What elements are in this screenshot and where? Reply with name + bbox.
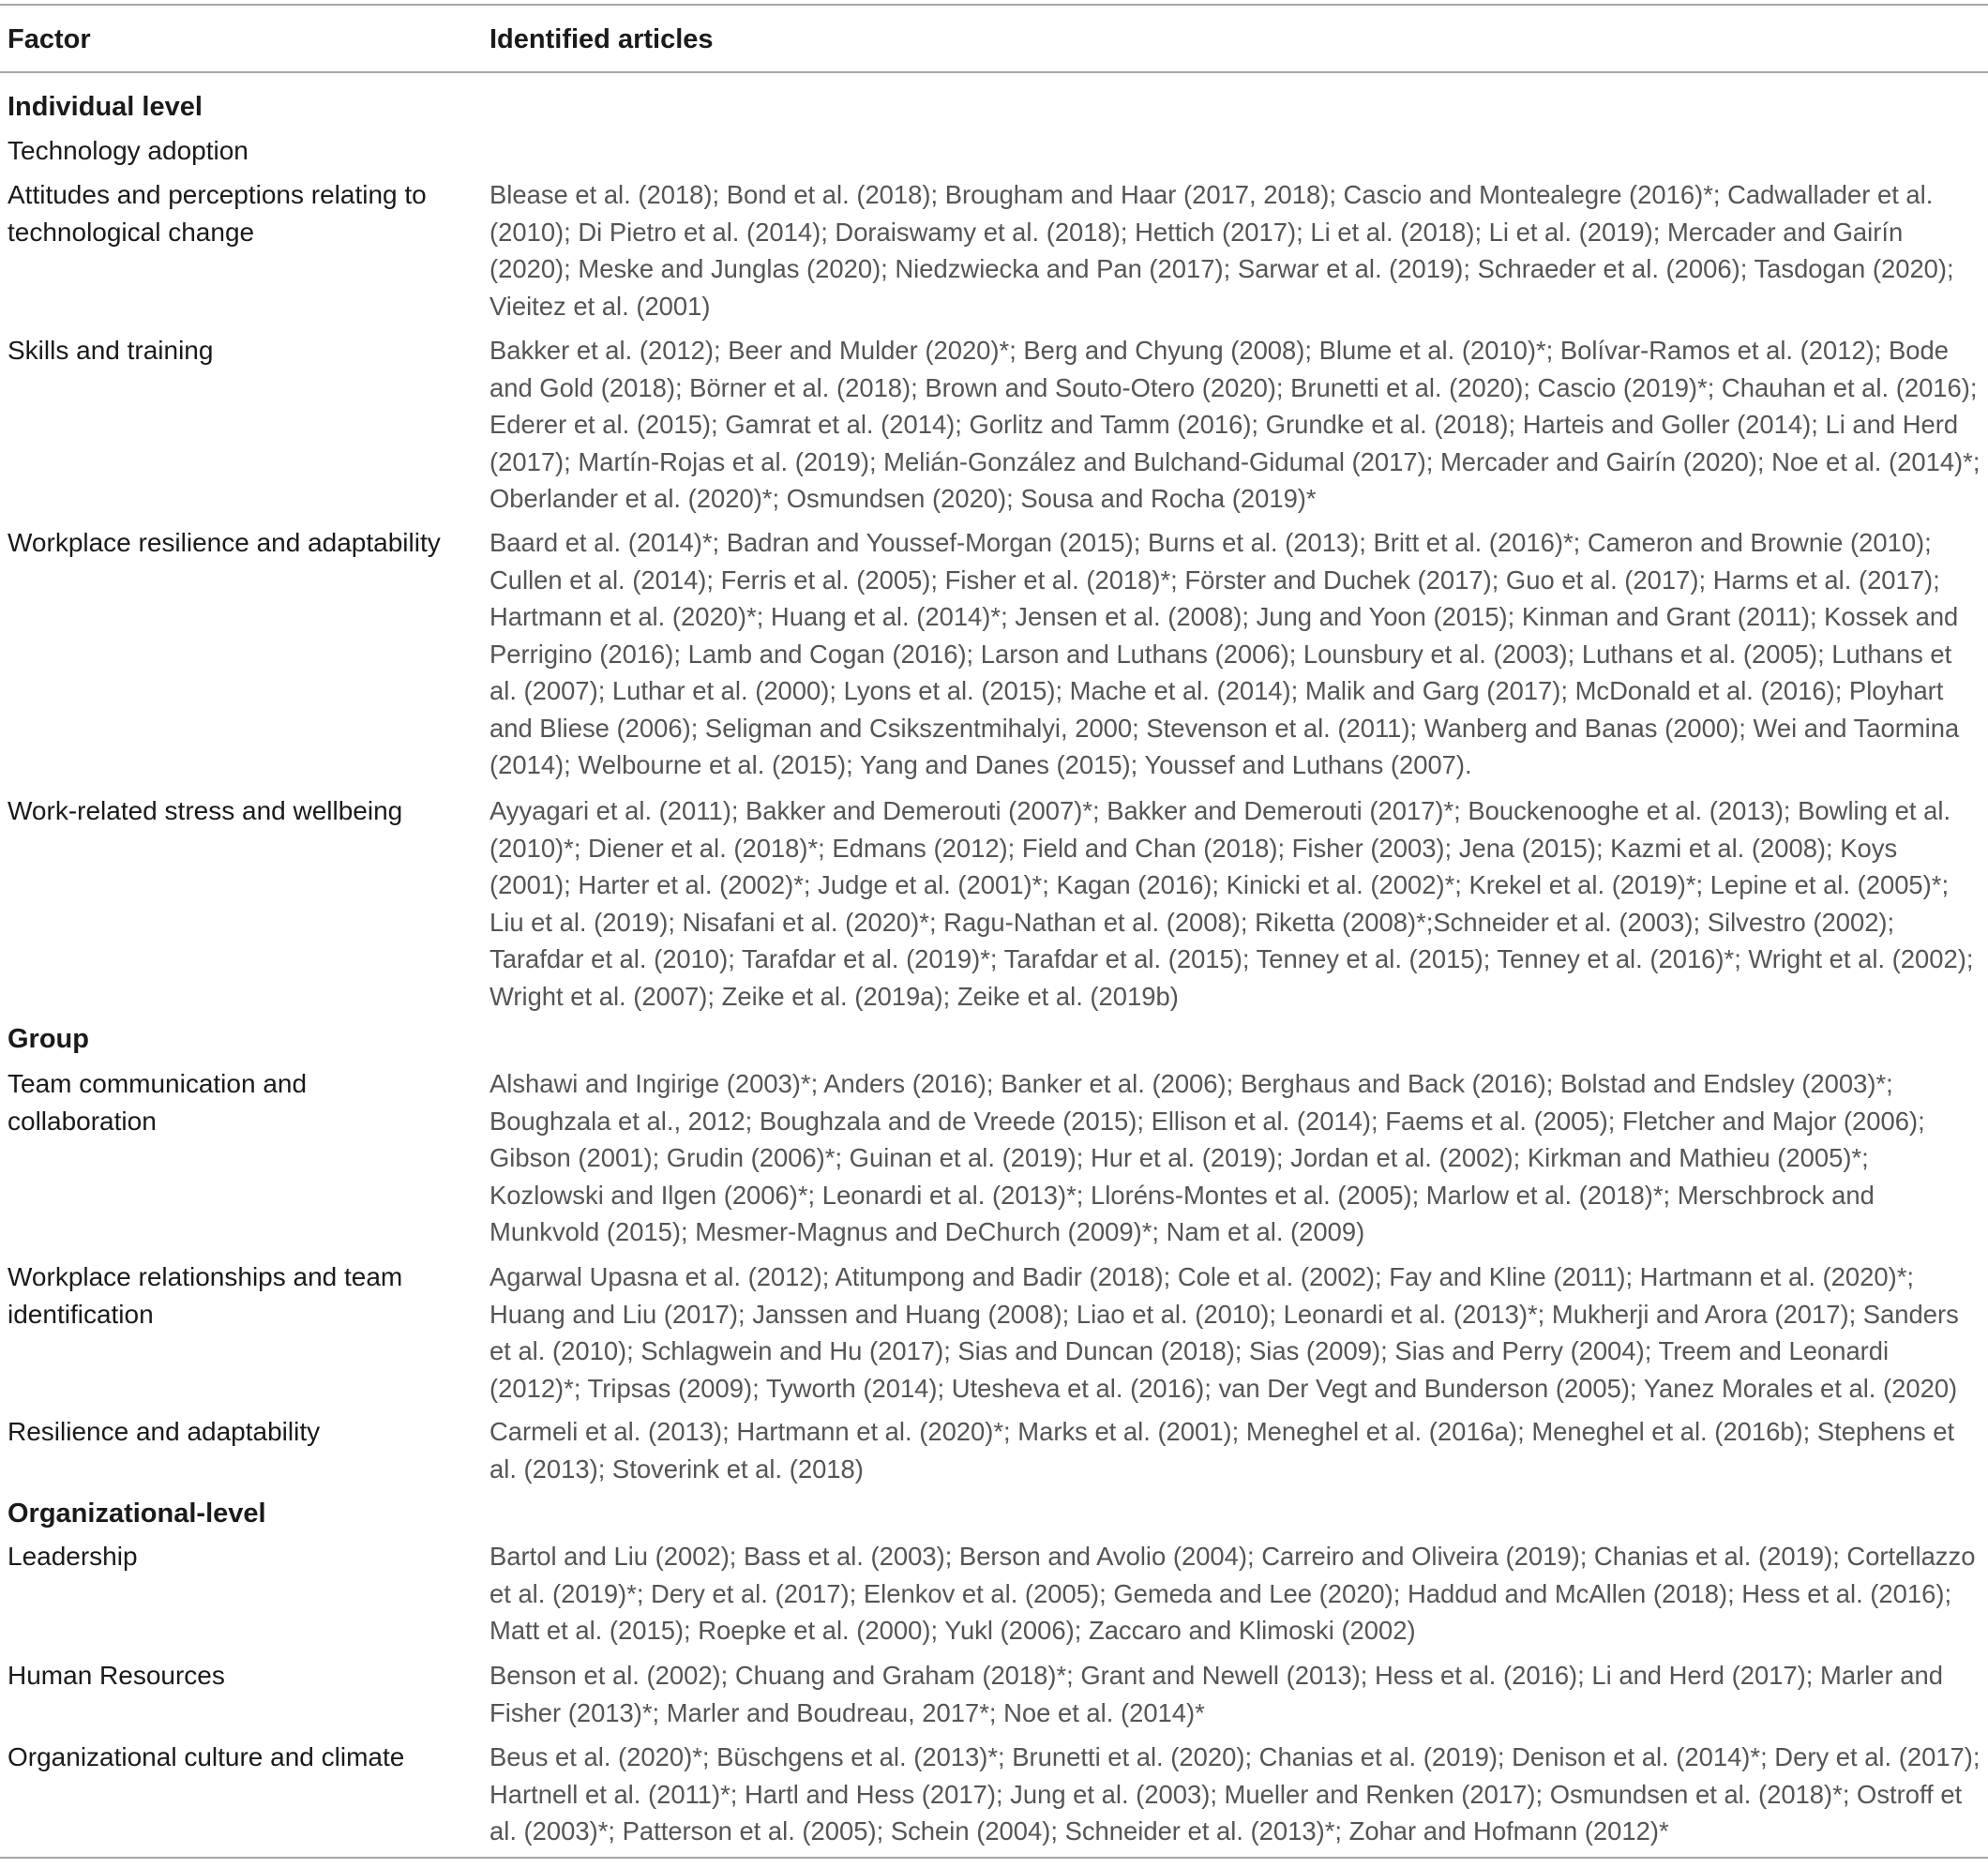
header-articles: Identified articles	[489, 24, 714, 54]
articles-stress-wellbeing: Ayyagari et al. (2011); Bakker and Demerouti (2007)*; Bakker and Demerouti (2017)*; Bouckenooghe et al. (2013); Bowling et al. (2010)*; Diener et al. (2018)*; Edmans (2012); Field and Chan (2018); Fisher (2003); Jena (2015); Kazmi et al. (2008); Koys (2001); Harter et al. (2002)*; Judge et al. (2001)*; Kagan (2016); Kinicki et al. (2002)*; Krekel et al. (2019)*; Lepine et al. (2005)*; Liu et al. (2019); Nisafani et al. (2020)*; Ragu-Nathan et al. (2008); Riketta (2008)*;Schneider et al. (2003); Silvestro (2002); Tarafdar et al. (2010); Tarafdar et al. (2019)*; Tarafdar et al. (2015); Tenney et al. (2015); Tenney et al. (2016)*; Wright et al. (2002); Wright et al. (2007); Zeike et al. (2019a); Zeike et al. (2019b)	[489, 796, 1974, 1011]
factor-human-resources: Human Resources	[8, 1661, 225, 1690]
articles-group-resilience: Carmeli et al. (2013); Hartmann et al. (2020)*; Marks et al. (2001); Meneghel et al. (2016a); Meneghel et al. (2016b); Stephens et al. (2013); Stoverink et al. (2018)	[489, 1417, 1955, 1484]
factor-technology-adoption: Technology adoption	[8, 136, 248, 165]
header-factor: Factor	[8, 24, 91, 54]
factor-team-communication: Team communication and collaboration	[8, 1069, 308, 1136]
factor-workplace-resilience: Workplace resilience and adaptability	[8, 528, 441, 557]
articles-team-communication: Alshawi and Ingirige (2003)*; Anders (2016); Banker et al. (2006); Berghaus and Back (2016); Bolstad and Endsley (2003)*; Boughzala et al., 2012; Boughzala and de Vreede (2015); Ellison et al. (2014); Faems et al. (2005); Fletcher and Major (2006); Gibson (2001); Grudin (2006)*; Guinan et al. (2019); Hur et al. (2019); Jordan et al. (2002); Kirkman and Mathieu (2005)*; Kozlowski and Ilgen (2006)*; Leonardi et al. (2013)*; Lloréns-Montes et al. (2005); Marlow et al. (2018)*; Merschbrock and Munkvold (2015); Mesmer-Magnus and DeChurch (2009)*; Nam et al. (2009)	[489, 1069, 1925, 1246]
articles-leadership: Bartol and Liu (2002); Bass et al. (2003); Berson and Avolio (2004); Carreiro and Oliveira (2019); Chanias et al. (2019); Cortellazzo et al. (2019)*; Dery et al. (2017); Elenkov et al. (2005); Gemeda and Lee (2020); Haddud and McAllen (2018); Hess et al. (2016); Matt et al. (2015); Roepke et al. (2000); Yukl (2006); Zaccaro and Klimoski (2002)	[489, 1542, 1976, 1645]
articles-attitudes: Blease et al. (2018); Bond et al. (2018); Brougham and Haar (2017, 2018); Cascio and Montealegre (2016)*; Cadwallader et al. (2010); Di Pietro et al. (2014); Doraiswamy et al. (2018); Hettich (2017); Li et al. (2018); Li et al. (2019); Mercader and Gairín (2020); Meske and Junglas (2020); Niedzwiecka and Pan (2017); Sarwar et al. (2019); Schraeder et al. (2006); Tasdogan (2020); Vieitez et al. (2001)	[489, 180, 1954, 321]
articles-organizational-culture: Beus et al. (2020)*; Büschgens et al. (2013)*; Brunetti et al. (2020); Chanias et al. (2019); Denison et al. (2014)*; Dery et al. (2017); Hartnell et al. (2011)*; Hartl and Hess (2017); Jung et al. (2003); Mueller and Renken (2017); Osmundsen et al. (2018)*; Ostroff et al. (2003)*; Patterson et al. (2005); Schein (2004); Schneider et al. (2013)*; Zohar and Hofmann (2012)*	[489, 1742, 1980, 1845]
factor-attitudes: Attitudes and perceptions relating to technological change	[8, 180, 427, 247]
articles-human-resources: Benson et al. (2002); Chuang and Graham (2018)*; Grant and Newell (2013); Hess et al. (2016); Li and Herd (2017); Marler and Fisher (2013)*; Marler and Boudreau, 2017*; Noe et al. (2014)*	[489, 1661, 1943, 1727]
bottom-rule	[0, 1857, 1988, 1859]
articles-workplace-resilience: Baard et al. (2014)*; Badran and Youssef-Morgan (2015); Burns et al. (2013); Britt et al. (2016)*; Cameron and Brownie (2010); Cullen et al. (2014); Ferris et al. (2005); Fisher et al. (2018)*; Förster and Duchek (2017); Guo et al. (2017); Harms et al. (2017); Hartmann et al. (2020)*; Huang et al. (2014)*; Jensen et al. (2008); Jung and Yoon (2015); Kinman and Grant (2011); Kossek and Perrigino (2016); Lamb and Cogan (2016); Larson and Luthans (2006); Lounsbury et al. (2003); Luthans et al. (2005); Luthans et al. (2007); Luthar et al. (2000); Lyons et al. (2015); Mache et al. (2014); Malik and Garg (2017); McDonald et al. (2016); Ployhart and Bliese (2006); Seligman and Csikszentmihalyi, 2000; Stevenson et al. (2011); Wanberg and Banas (2000); Wei and Taormina (2014); Welbourne et al. (2015); Yang and Danes (2015); Youssef and Luthans (2007).	[489, 528, 1960, 779]
section-group: Group	[8, 1024, 89, 1054]
factor-stress-wellbeing: Work-related stress and wellbeing	[8, 796, 403, 825]
articles-skills: Bakker et al. (2012); Beer and Mulder (2020)*; Berg and Chyung (2008); Blume et al. (2010)*; Bolívar-Ramos et al. (2012); Bode and Gold (2018); Börner et al. (2018); Brown and Souto-Otero (2020); Brunetti et al. (2020); Cascio (2019)*; Chauhan et al. (2016); Ederer et al. (2015); Gamrat et al. (2014); Gorlitz and Tamm (2016); Grundke et al. (2018); Harteis and Goller (2014); Li and Herd (2017); Martín-Rojas et al. (2019); Melián-González and Bulchand-Gidumal (2017); Mercader and Gairín (2020); Noe et al. (2014)*; Oberlander et al. (2020)*; Osmundsen (2020); Sousa and Rocha (2019)*	[489, 336, 1980, 513]
articles-workplace-relationships: Agarwal Upasna et al. (2012); Atitumpong and Badir (2018); Cole et al. (2002); Fay and Kline (2011); Hartmann et al. (2020)*; Huang and Liu (2017); Janssen and Huang (2008); Liao et al. (2010); Leonardi et al. (2013)*; Mukherji and Arora (2017); Sanders et al. (2010); Schlagwein and Hu (2017); Sias and Duncan (2018); Sias (2009); Sias and Perry (2004); Treem and Leonardi (2012)*; Tripsas (2009); Tyworth (2014); Utesheva et al. (2016); van Der Vegt and Bunderson (2005); Yanez Morales et al. (2020)	[489, 1262, 1959, 1403]
section-organizational: Organizational-level	[8, 1499, 266, 1529]
top-rule	[0, 4, 1988, 6]
factor-organizational-culture: Organizational culture and climate	[8, 1742, 405, 1771]
factor-leadership: Leadership	[8, 1542, 138, 1571]
factor-skills: Skills and training	[8, 336, 214, 365]
factor-group-resilience: Resilience and adaptability	[8, 1417, 321, 1446]
factor-workplace-relationships: Workplace relationships and team identification	[8, 1262, 403, 1329]
section-individual: Individual level	[8, 92, 203, 122]
header-rule	[0, 71, 1988, 73]
